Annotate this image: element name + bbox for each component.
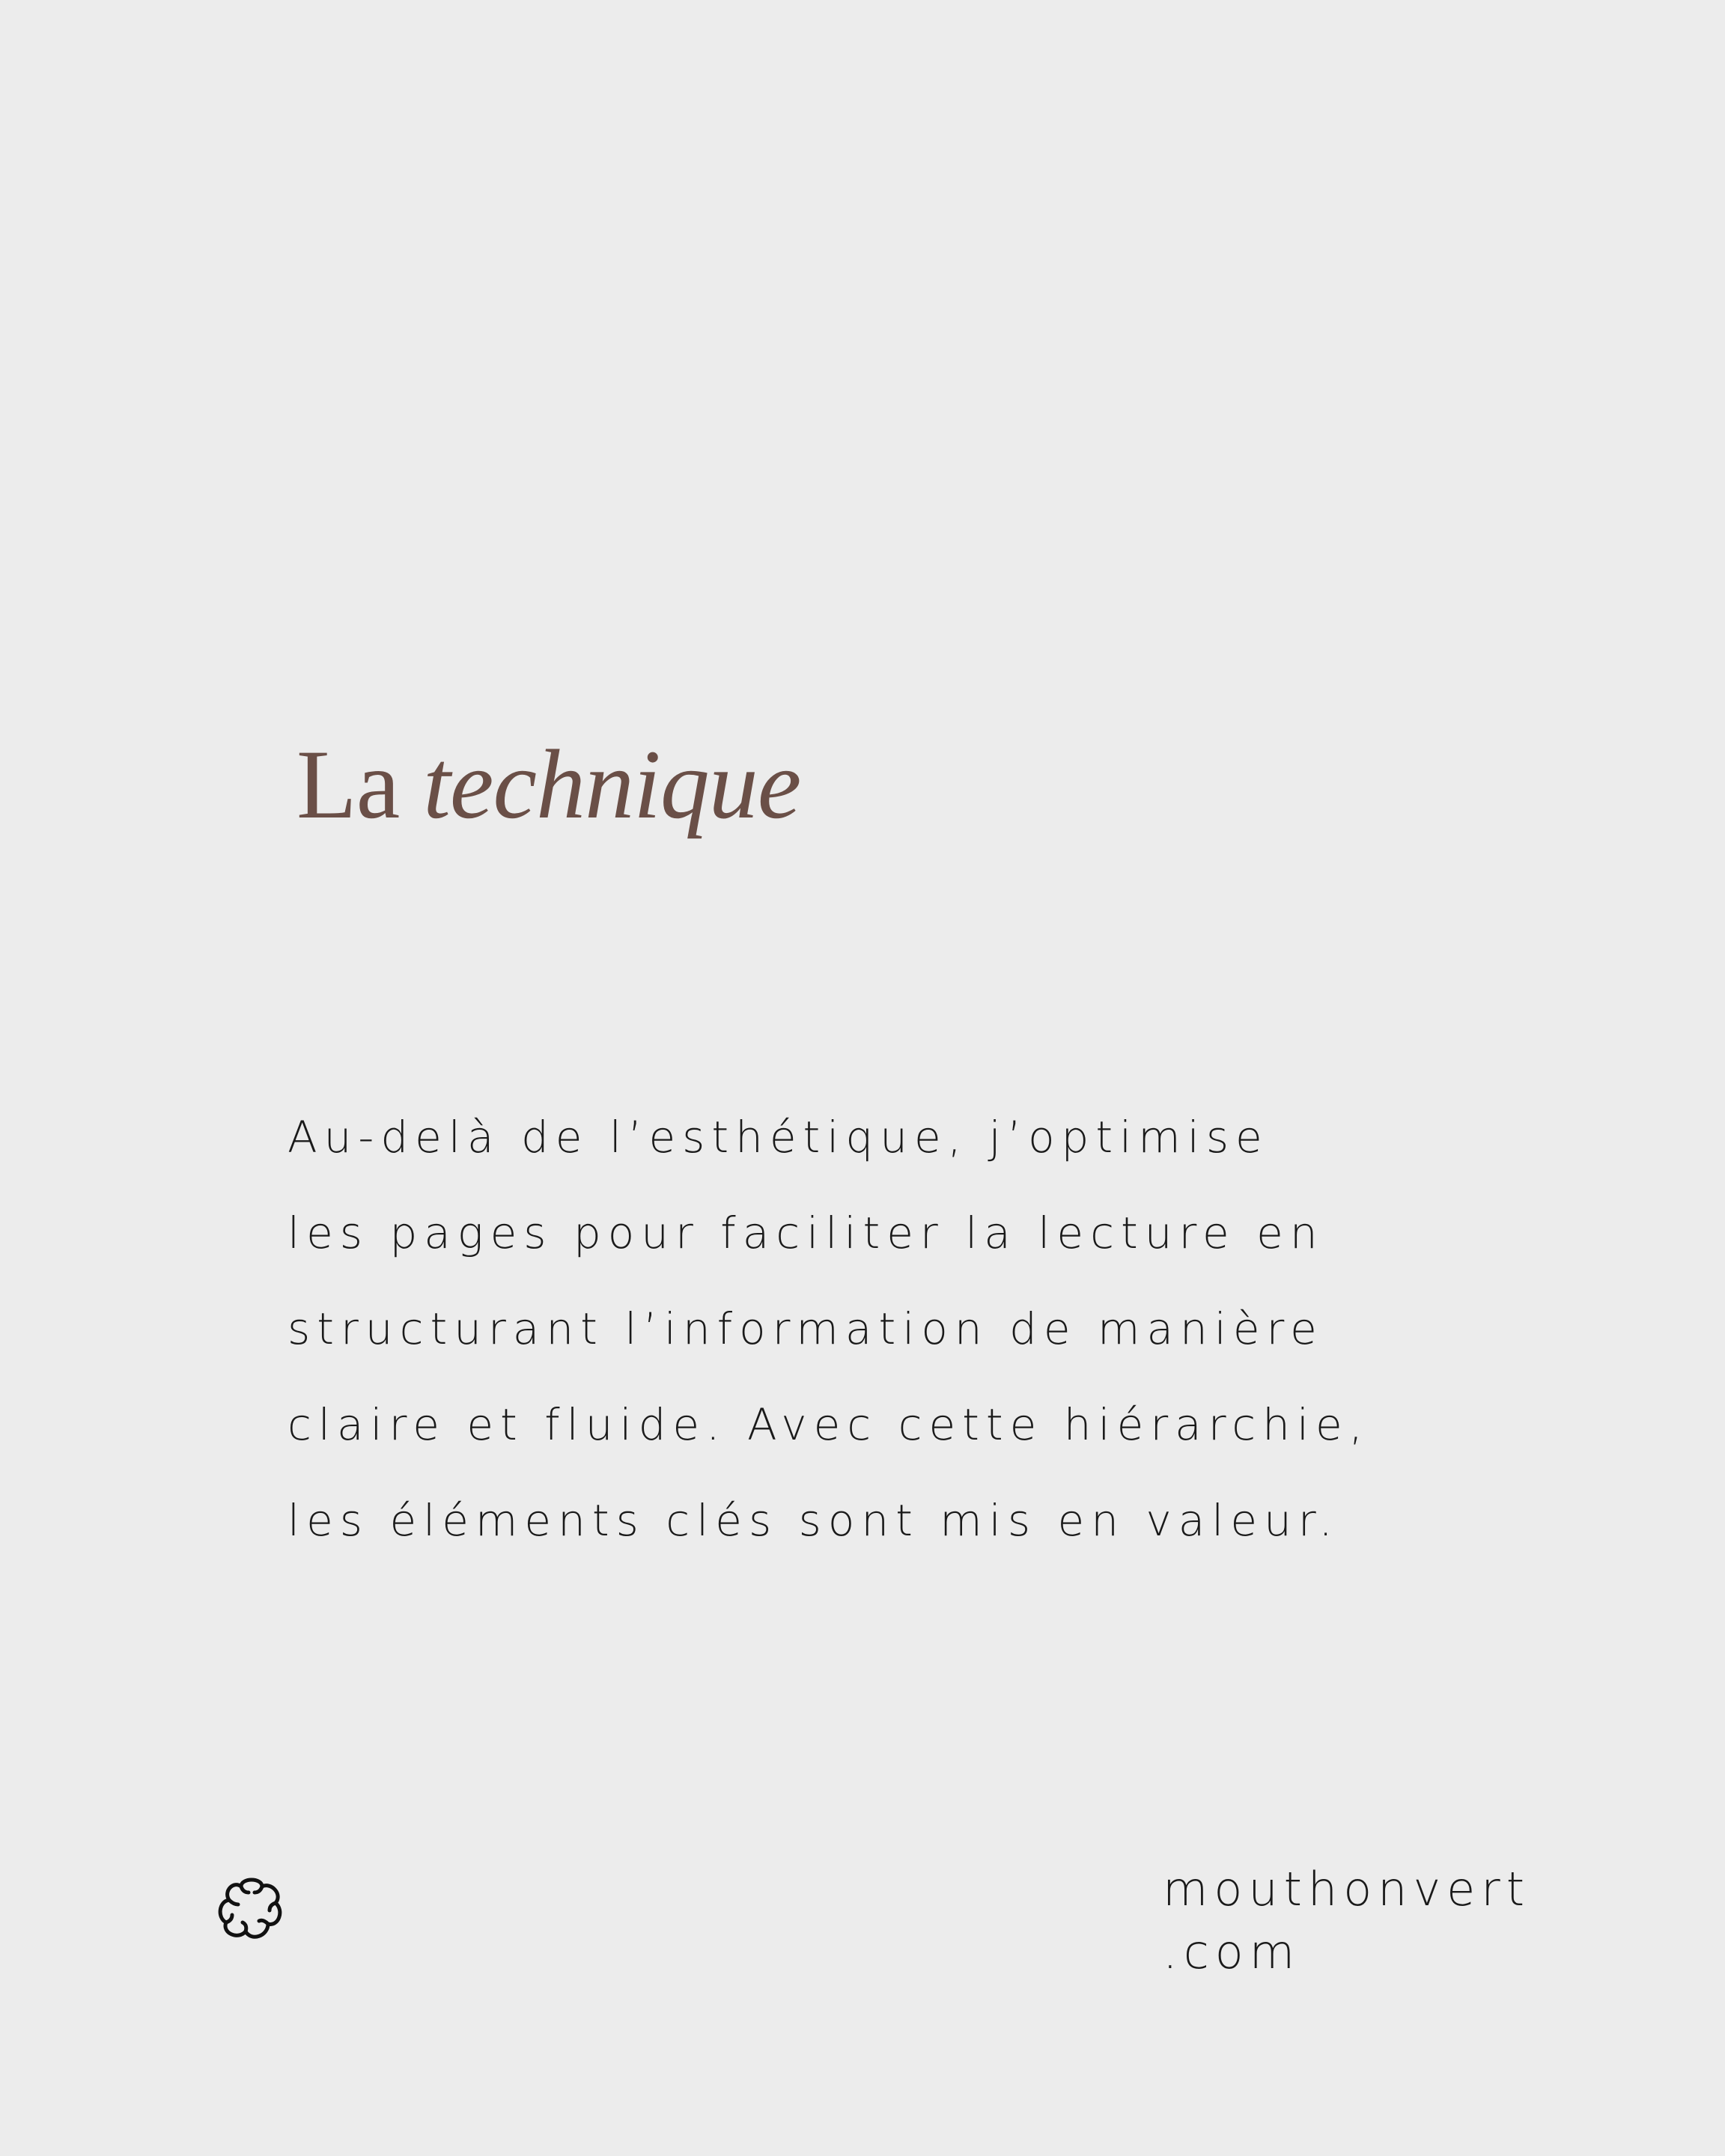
website-domain: .com — [1163, 1925, 1301, 1979]
page-title — [296, 730, 800, 838]
website-name: mouthonvert — [1163, 1862, 1531, 1916]
body-line-5: les éléments clés sont mis en valeur. — [288, 1495, 1339, 1546]
body-paragraph — [288, 1089, 1411, 1568]
website-address — [1163, 1858, 1530, 1984]
title-italic: technique — [423, 729, 801, 839]
body-line-3: structurant l’information de manière — [288, 1303, 1324, 1354]
body-line-4: claire et fluide. Avec cette hiérarchie, — [288, 1399, 1370, 1450]
body-line-2: les pages pour faciliter la lecture en — [288, 1208, 1324, 1258]
title-plain: La — [296, 729, 400, 839]
body-line-1: Au-delà de l’esthétique, j’optimise — [288, 1112, 1269, 1163]
flower-icon — [216, 1872, 288, 1946]
